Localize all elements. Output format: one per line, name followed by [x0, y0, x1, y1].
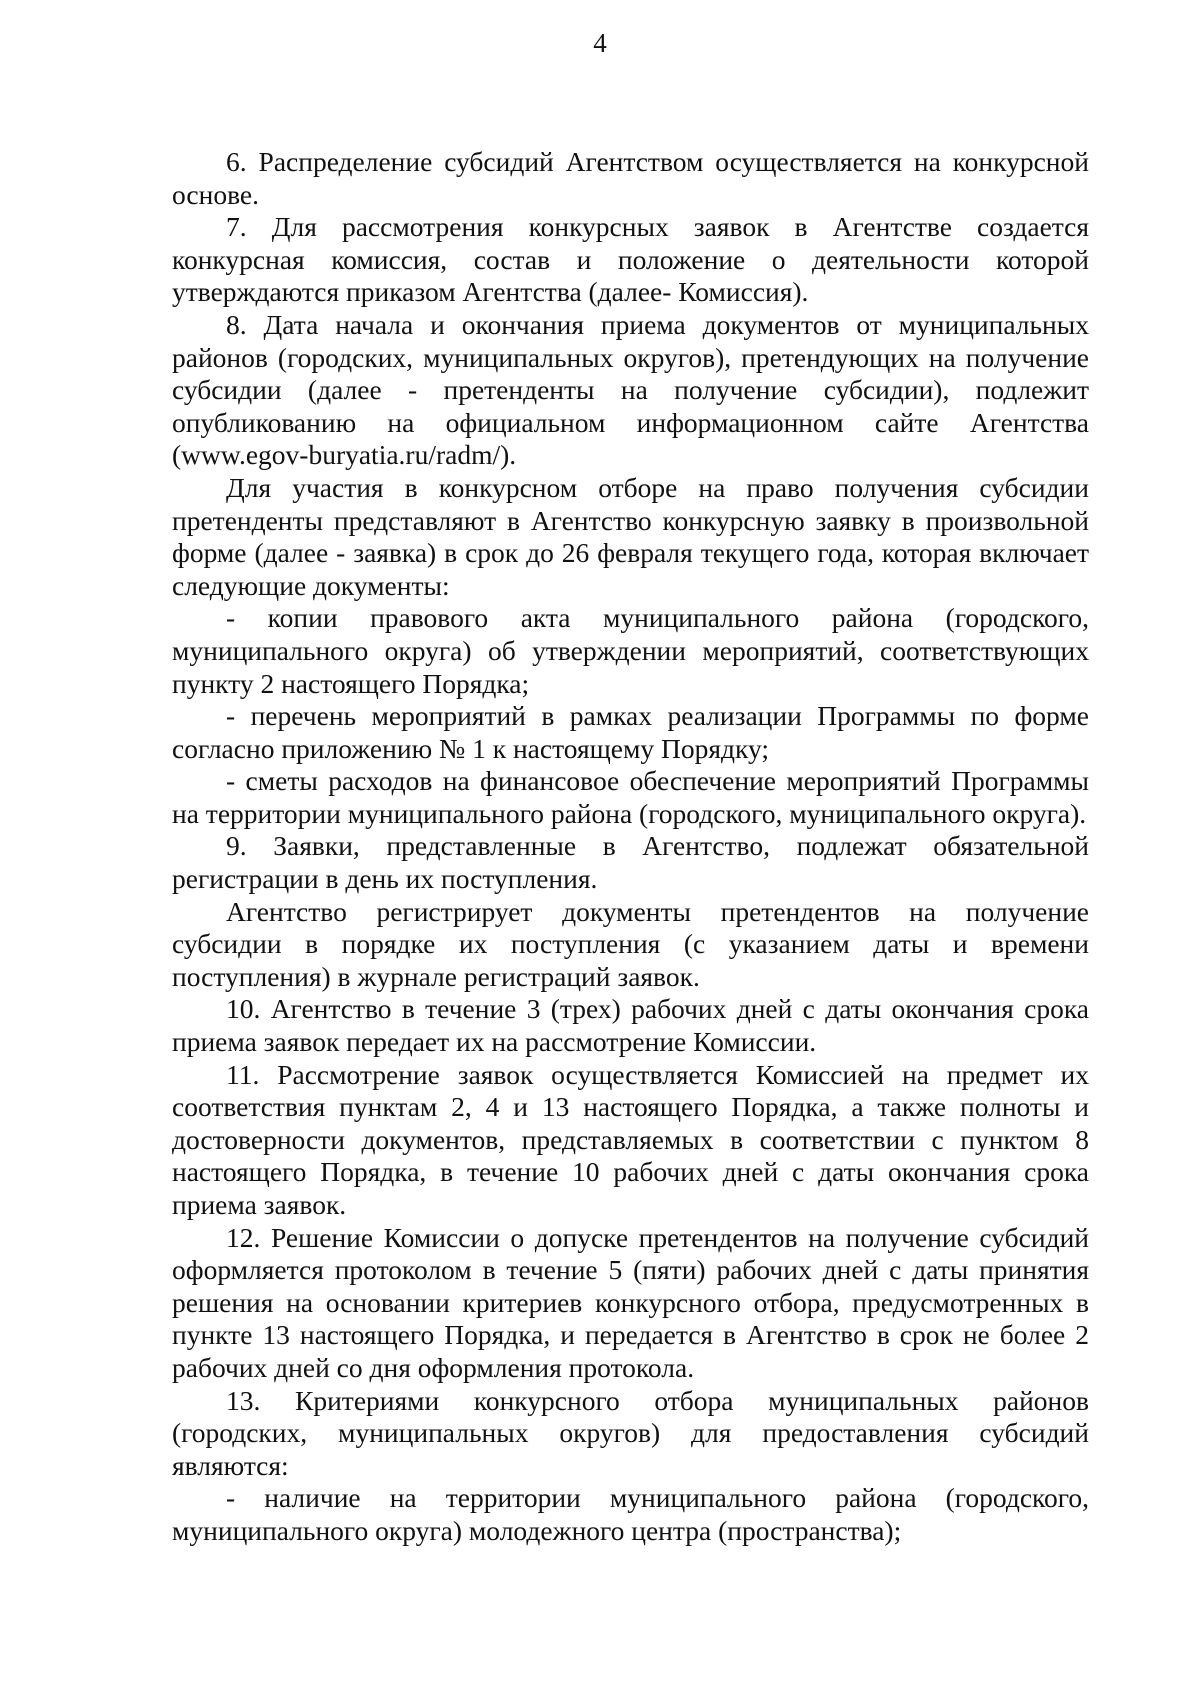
- list-item-activities: - перечень мероприятий в рамках реализации Программы по форме согласно приложению № 1 к настоящему Порядку;: [172, 700, 1089, 764]
- paragraph-13: 13. Критериями конкурсного отбора муниципальных районов (городских, муниципальных округов) для предоставления субсидий являются:: [172, 1384, 1089, 1481]
- list-item-legal-act: - копии правового акта муниципального района (городского, муниципального округа) об утверждении мероприятий, соответствующих пункту 2 настоящего Порядка;: [172, 602, 1089, 699]
- paragraph-registration: Агентство регистрирует документы претендентов на получение субсидии в порядке их поступления (с указанием даты и времени поступления) в журнале регистраций заявок.: [172, 895, 1089, 992]
- paragraph-12: 12. Решение Комиссии о допуске претендентов на получение субсидий оформляется протоколом в течение 5 (пяти) рабочих дней с даты принятия решения на основании критериев конкурсного отбора, предусмотренных в пункте 13 настоящего Порядка, и передается в Агентство в срок не более 2 рабочих дней со дня оформления протокола.: [172, 1221, 1089, 1383]
- list-item-youth-center: - наличие на территории муниципального района (городского, муниципального округа) молодежного центра (пространства);: [172, 1482, 1089, 1546]
- list-item-estimates: - сметы расходов на финансовое обеспечение мероприятий Программы на территории муниципального района (городского, муниципального округа).: [172, 765, 1089, 829]
- paragraph-7: 7. Для рассмотрения конкурсных заявок в Агентстве создается конкурсная комиссия, состав и положение о деятельности которой утверждаются приказом Агентства (далее- Комиссия).: [172, 211, 1089, 308]
- document-body: [172, 146, 1089, 1548]
- paragraph-8: 8. Дата начала и окончания приема документов от муниципальных районов (городских, муниципальных округов), претендующих на получение субсидии (далее - претенденты на получение субсидии), подлежит опубликованию на официальном информационном сайте Агентства (www.egov-buryatia.ru/radm/).: [172, 308, 1089, 471]
- paragraph-9: 9. Заявки, представленные в Агентство, подлежат обязательной регистрации в день их поступления.: [172, 830, 1089, 895]
- paragraph-6: 6. Распределение субсидий Агентством осуществляется на конкурсной основе.: [172, 146, 1089, 210]
- paragraph-10: 10. Агентство в течение 3 (трех) рабочих дней с даты окончания срока приема заявок передает их на рассмотрение Комиссии.: [172, 993, 1089, 1058]
- paragraph-11: 11. Рассмотрение заявок осуществляется Комиссией на предмет их соответствия пунктам 2, 4 и 13 настоящего Порядка, а также полноты и достоверности документов, представляемых в соответствии с пунктом 8 настоящего Порядка, в течение 10 рабочих дней с даты окончания срока приема заявок.: [172, 1058, 1089, 1220]
- paragraph-application: Для участия в конкурсном отборе на право получения субсидии претенденты представляют в Агентство конкурсную заявку в произвольной форме (далее - заявка) в срок до 26 февраля текущего года, которая включает следующие документы:: [172, 471, 1089, 601]
- page-number: 4: [593, 28, 607, 58]
